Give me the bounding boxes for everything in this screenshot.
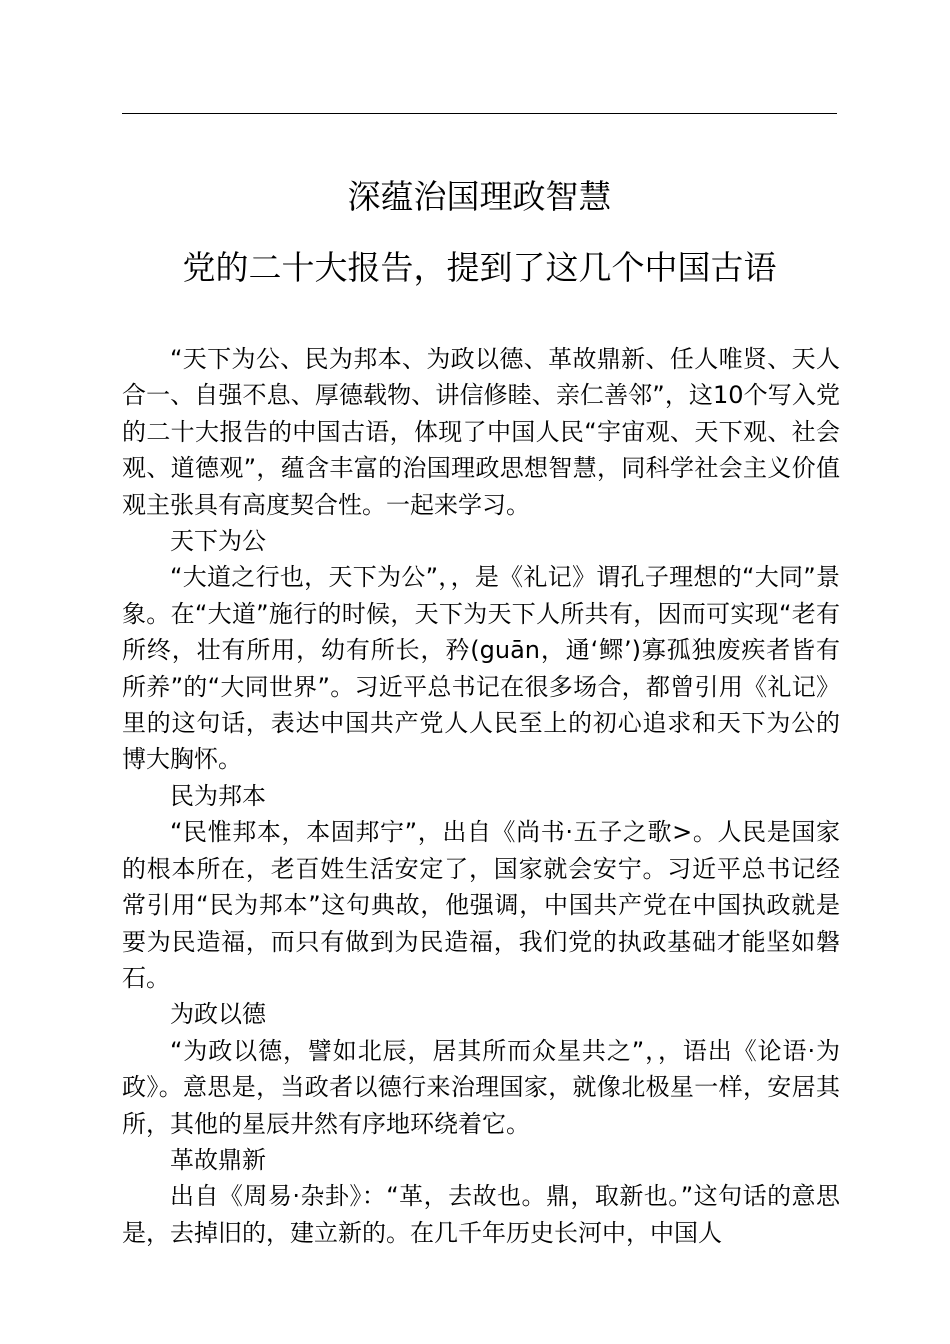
section-heading-minwei-bangben: 民为邦本 xyxy=(170,781,266,810)
section-paragraph-minwei-bangben: “民惟邦本，本固邦宁”，出自《尚书·五子之歌>。人民是国家的根本所在，老百姓生活安定了，国家就会安宁。习近平总书记经常引用“民为邦本”这句典故，他强调，中国共产党在中国执政就是要为民造福，而只有做到为民造福，我们党的执政基础才能坚如磐石。 xyxy=(122,818,840,992)
section-heading-gegu-dingxin: 革故鼎新 xyxy=(170,1145,266,1174)
section-heading-tianxia-weigong: 天下为公 xyxy=(170,527,266,556)
article-body xyxy=(122,341,840,1251)
section-paragraph-gegu-dingxin: 出自《周易·杂卦》：“革，去故也。鼎，取新也。”这句话的意思是，去掉旧的，建立新的。在几千年历史长河中，中国人 xyxy=(122,1182,840,1247)
header-rule xyxy=(122,113,837,114)
section-heading-weizheng-yide: 为政以德 xyxy=(170,1000,266,1029)
document-subtitle: 党的二十大报告，提到了这几个中国古语 xyxy=(182,248,777,287)
intro-paragraph: “天下为公、民为邦本、为政以德、革故鼎新、任人唯贤、天人合一、自强不息、厚德载物、讲信修睦、亲仁善邻”，这10个写入党的二十大报告的中国古语，体现了中国人民“宇宙观、天下观、社会观、道德观”，蕴含丰富的治国理政思想智慧，同科学社会主义价值观主张具有高度契合性。一起来学习。 xyxy=(122,345,840,519)
document-title: 深蕴治国理政智慧 xyxy=(347,177,612,216)
section-paragraph-weizheng-yide: “为政以德，譬如北辰，居其所而众星共之”，，语出《论语·为政》。意思是，当政者以德行来治理国家，就像北极星一样，安居其所，其他的星辰井然有序地环绕着它。 xyxy=(122,1036,840,1138)
section-paragraph-tianxia-weigong: “大道之行也，天下为公”，，是《礼记》谓孔子理想的“大同”景象。在“大道”施行的时候，天下为天下人所共有，因而可实现“老有所终，壮有所用，幼有所长，矜(guān，通‘鳏’)寡孤独废疾者皆有所养”的“大同世界”。习近平总书记在很多场合，都曾引用《礼记》里的这句话，表达中国共产党人人民至上的初心追求和天下为公的博大胸怀。 xyxy=(122,563,840,774)
